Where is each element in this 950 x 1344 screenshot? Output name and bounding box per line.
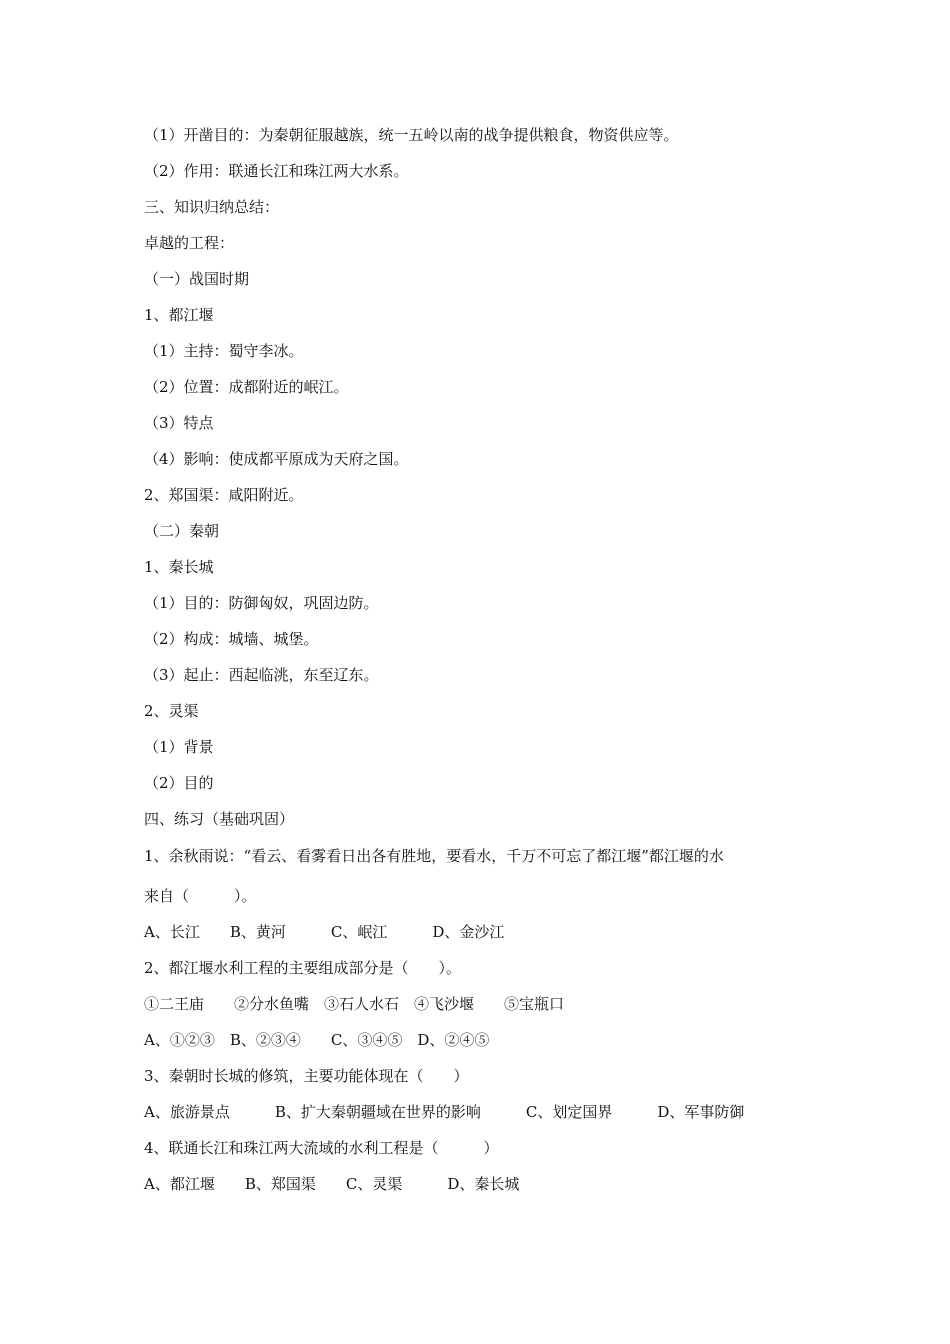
question-2: 2、都江堰水利工程的主要组成部分是（ ）。	[144, 959, 462, 977]
text-line-4: 卓越的工程：	[144, 234, 235, 252]
question-3: 3、秦朝时长城的修筑，主要功能体现在（ ）	[144, 1067, 469, 1085]
question-2-items: ①二王庙 ②分水鱼嘴 ③石人水石 ④飞沙堰 ⑤宝瓶口	[144, 995, 565, 1013]
text-line-18: （1）背景	[144, 738, 214, 756]
text-line-17: 2、灵渠	[144, 702, 199, 720]
subsection-heading: （一）战国时期	[144, 270, 250, 288]
section-heading: 三、知识归纳总结：	[144, 198, 280, 216]
question-2-options: A、①②③ B、②③④ C、③④⑤ D、②④⑤	[144, 1031, 490, 1049]
text-line-11: 2、郑国渠：咸阳附近。	[144, 486, 304, 504]
text-line-19: （2）目的	[144, 774, 214, 792]
text-line-7: （1）主持：蜀守李冰。	[144, 342, 304, 360]
text-line-16: （3）起止：西起临洮，东至辽东。	[144, 666, 379, 684]
text-line-14: （1）目的：防御匈奴，巩固边防。	[144, 594, 379, 612]
text-line-15: （2）构成：城墙、城堡。	[144, 630, 319, 648]
section-heading: 四、练习（基础巩固）	[144, 810, 295, 828]
text-line-2: （2）作用：联通长江和珠江两大水系。	[144, 162, 409, 180]
text-line-9: （3）特点	[144, 414, 214, 432]
text-line-6: 1、都江堰	[144, 306, 214, 324]
question-1-continued: 来自（ ）。	[144, 887, 257, 905]
text-line-13: 1、秦长城	[144, 558, 214, 576]
text-line-8: （2）位置：成都附近的岷江。	[144, 378, 349, 396]
question-3-options: A、旅游景点 B、扩大秦朝疆域在世界的影响 C、划定国界 D、军事防御	[144, 1103, 745, 1121]
text-line-10: （4）影响：使成都平原成为天府之国。	[144, 450, 409, 468]
subsection-heading: （二）秦朝	[144, 522, 220, 540]
question-4-options: A、都江堰 B、郑国渠 C、灵渠 D、秦长城	[144, 1175, 520, 1193]
question-1: 1、余秋雨说：“看云、看雾看日出各有胜地，要看水，千万不可忘了都江堰”都江堰的水	[144, 847, 724, 865]
question-4: 4、联通长江和珠江两大流域的水利工程是（ ）	[144, 1139, 499, 1157]
question-1-options: A、长江 B、黄河 C、岷江 D、金沙江	[144, 923, 505, 941]
text-line-1: （1）开凿目的：为秦朝征服越族，统一五岭以南的战争提供粮食，物资供应等。	[144, 126, 679, 144]
